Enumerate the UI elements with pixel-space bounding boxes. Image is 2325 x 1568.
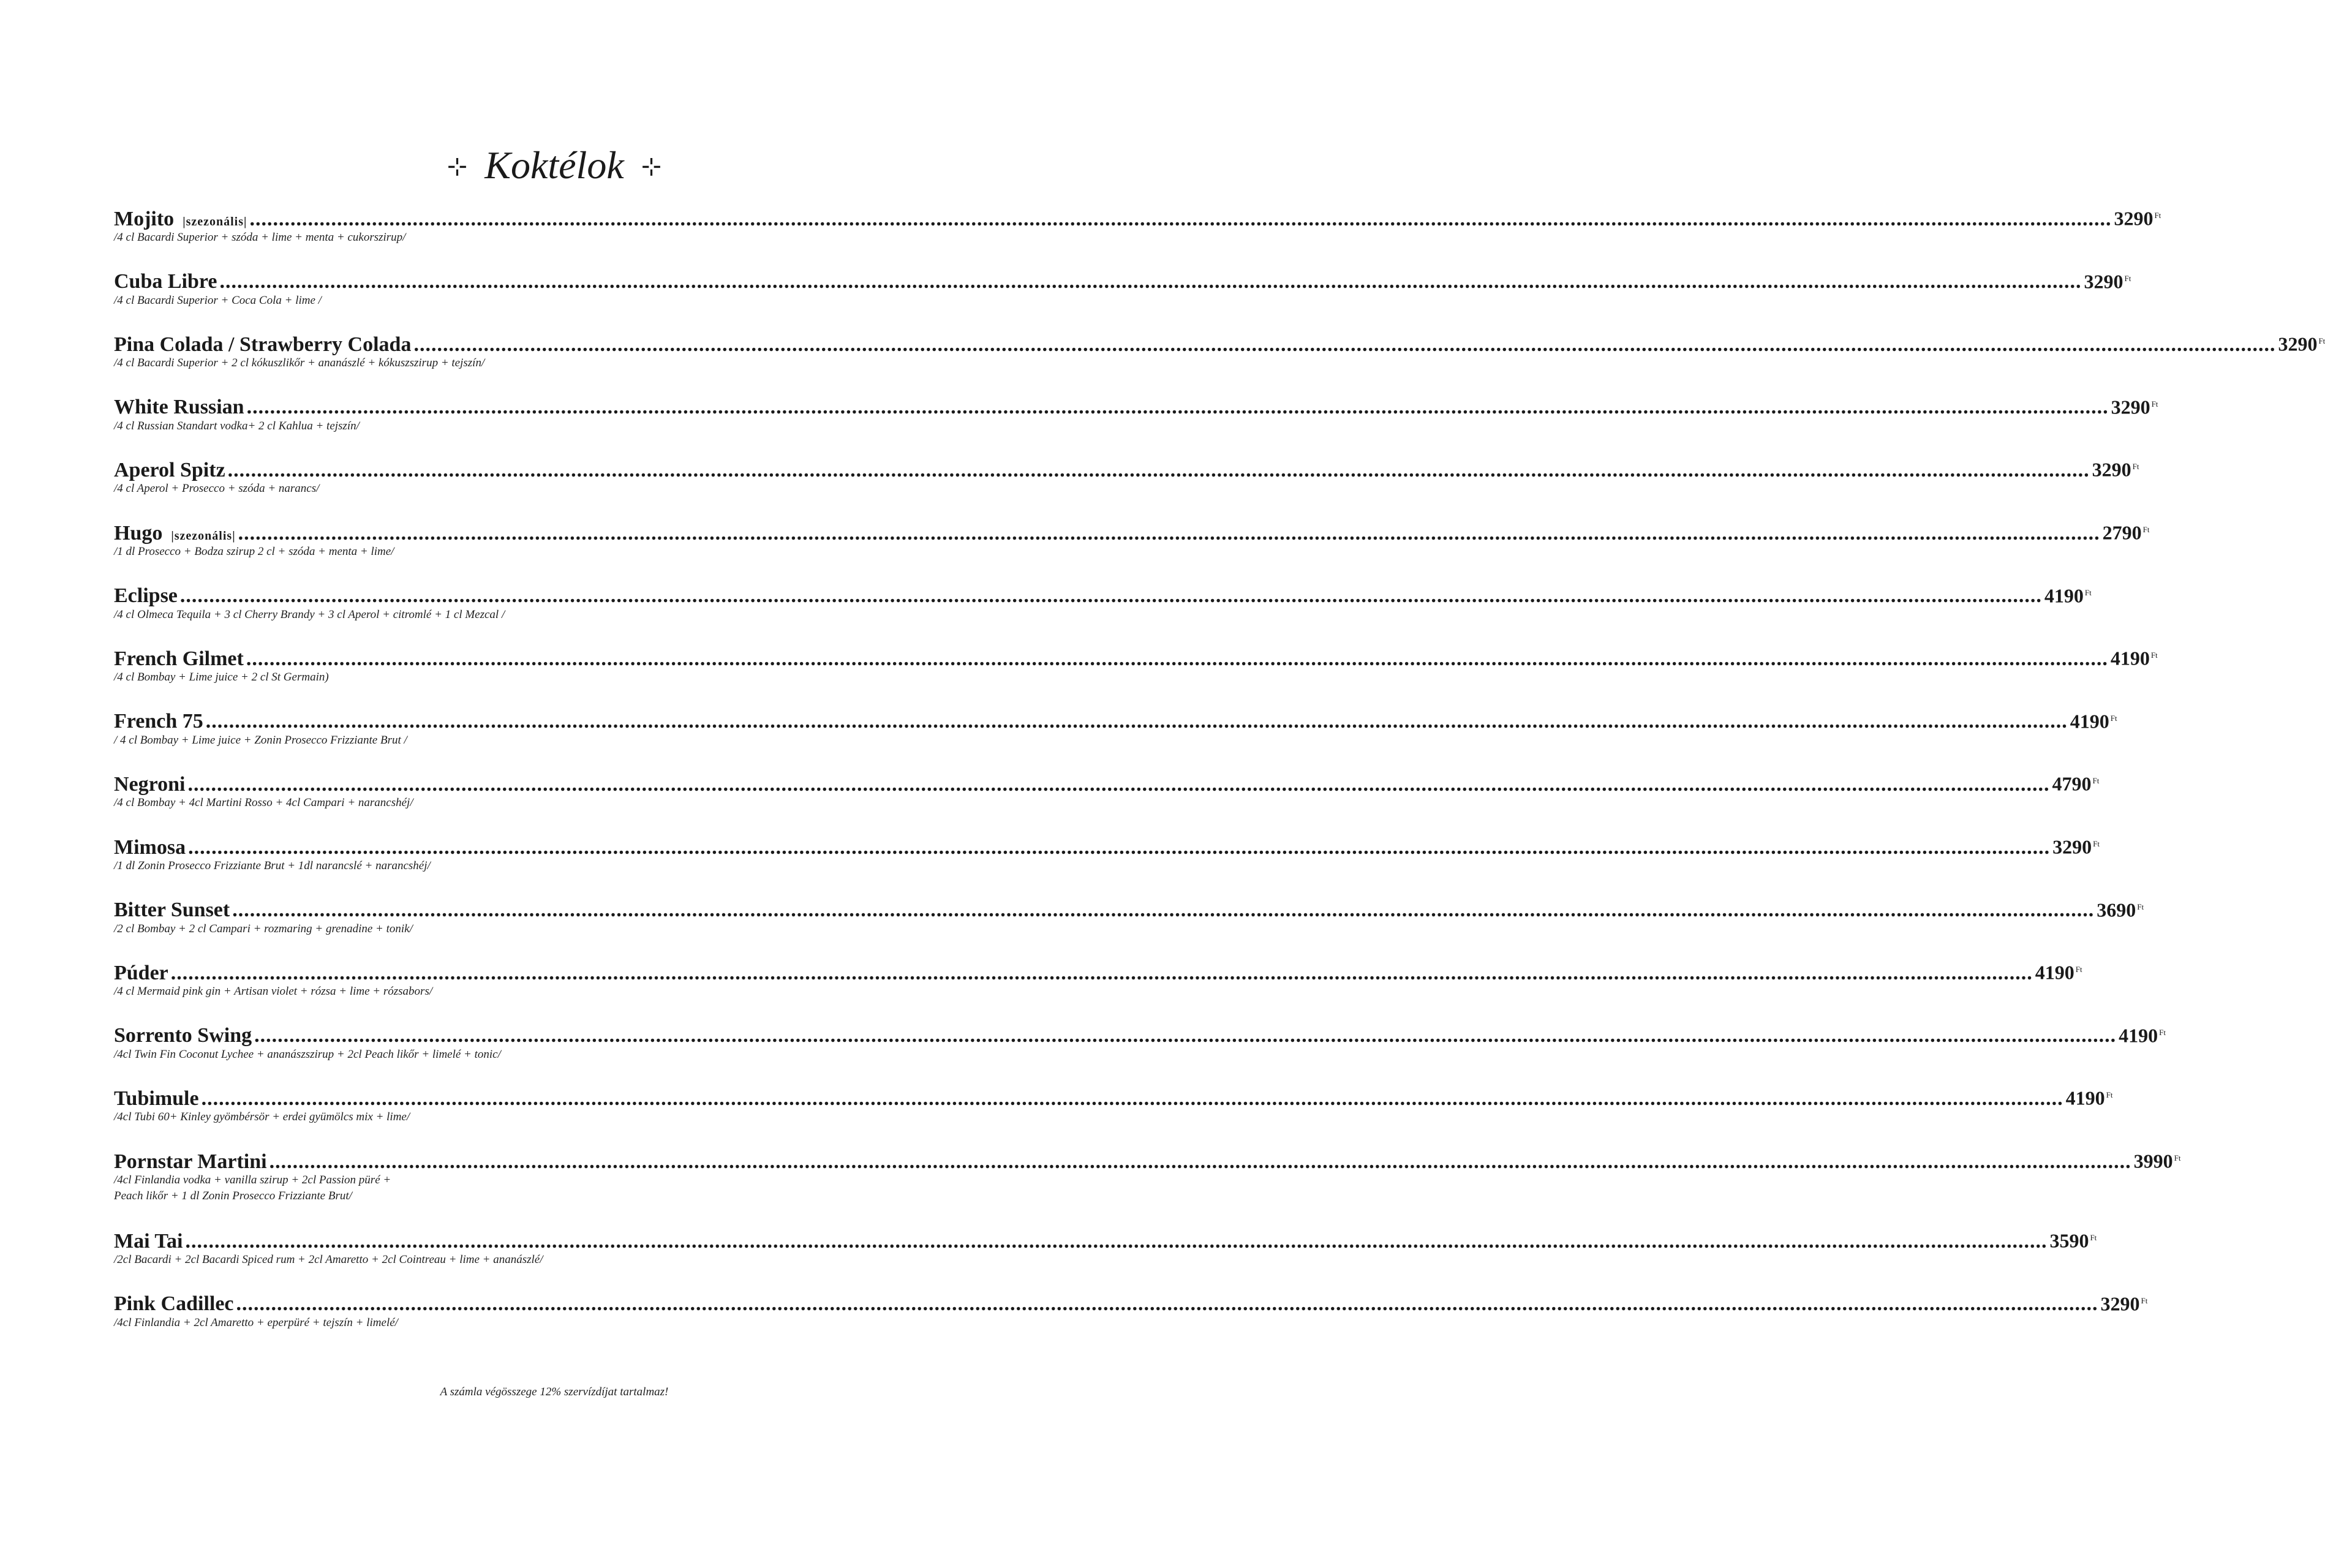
menu-item-ingredients: /4 cl Bacardi Superior + Coca Cola + lime / (114, 293, 322, 307)
menu-item-price (2035, 956, 2082, 986)
service-charge-note: A számla végösszege 12% szervízdíjat tartalmaz! (440, 1385, 669, 1398)
price-value: 4190 (2110, 647, 2150, 669)
menu-item-price (2114, 202, 2161, 232)
menu-item-row (114, 265, 2131, 293)
price-value: 4790 (2052, 773, 2092, 795)
menu-item-row (114, 202, 2161, 230)
menu-item-row (114, 516, 2150, 545)
menu-item (114, 1145, 2181, 1224)
currency-label: Ft (2110, 713, 2117, 723)
dot-leader: ................................................................................................................................................................................................................................................................................................................................ (238, 521, 2100, 545)
dot-leader: ................................................................................................................................................................................................................................................................................................................................ (219, 270, 2082, 293)
menu-item-name: Pornstar Martini (114, 1150, 267, 1173)
price-value: 3690 (2097, 899, 2136, 921)
menu-item-price (2111, 642, 2158, 672)
menu-item-price (2044, 579, 2092, 609)
dot-leader: ................................................................................................................................................................................................................................................................................................................................ (188, 835, 2051, 859)
dot-leader: ................................................................................................................................................................................................................................................................................................................................ (201, 1087, 2063, 1110)
menu-item (114, 767, 2100, 831)
menu-item-row (114, 956, 2082, 984)
menu-item-ingredients: /4cl Tubi 60+ Kinley gyömbérsör + erdei gyümölcs mix + lime/ (114, 1110, 410, 1124)
menu-item-ingredients: /4 cl Bacardi Superior + szóda + lime + menta + cukorszirup/ (114, 231, 406, 244)
currency-label: Ft (2141, 1295, 2148, 1305)
menu-item-row (114, 328, 2325, 356)
dot-leader: ................................................................................................................................................................................................................................................................................................................................ (179, 584, 2042, 608)
currency-label: Ft (2137, 902, 2144, 911)
menu-item-price (2278, 328, 2325, 358)
menu-item-name: Eclipse (114, 584, 178, 608)
menu-item (114, 1287, 2148, 1351)
currency-label: Ft (2090, 1232, 2097, 1242)
menu-item-name: Cuba Libre (114, 270, 217, 293)
menu-item-price (2101, 1287, 2148, 1317)
menu-item-name: Tubimule (114, 1087, 199, 1110)
menu-item-price (2119, 1019, 2166, 1049)
dot-leader: ................................................................................................................................................................................................................................................................................................................................ (246, 396, 2109, 419)
dot-leader: ................................................................................................................................................................................................................................................................................................................................ (205, 710, 2068, 733)
menu-item-row (114, 1287, 2148, 1316)
dot-leader: ................................................................................................................................................................................................................................................................................................................................ (249, 207, 2112, 230)
currency-label: Ft (2151, 399, 2158, 409)
menu-item (114, 391, 2158, 454)
price-value: 4190 (2070, 710, 2109, 733)
menu-item-ingredients: /1 dl Zonin Prosecco Frizziante Brut + 1dl narancslé + narancshéj/ (114, 859, 431, 872)
menu-item (114, 642, 2158, 705)
menu-item-price (2049, 1224, 2097, 1254)
menu-item-name: Negroni (114, 773, 186, 796)
menu-item-price (2103, 516, 2150, 546)
dot-leader: ................................................................................................................................................................................................................................................................................................................................ (232, 899, 2095, 922)
menu-item-row (114, 831, 2100, 859)
currency-label: Ft (2075, 965, 2082, 974)
price-value: 3290 (2278, 333, 2318, 355)
menu-item (114, 516, 2150, 579)
price-value: 2790 (2102, 521, 2142, 544)
dot-leader: ................................................................................................................................................................................................................................................................................................................................ (269, 1150, 2131, 1173)
ornament-left-icon: ⊹ (447, 153, 468, 181)
seasonal-tag: |szezonális| (171, 529, 236, 543)
menu-item-name: Mai Tai (114, 1229, 183, 1253)
currency-label: Ft (2318, 336, 2325, 346)
menu-item (114, 202, 2161, 265)
menu-item-ingredients: /4 cl Bombay + 4cl Martini Rosso + 4cl Campari + narancshéj/ (114, 796, 413, 810)
page-title-text: Koktélok (484, 143, 624, 187)
menu-item-ingredients: / 4 cl Bombay + Lime juice + Zonin Prosecco Frizziante Brut / (114, 733, 407, 747)
dot-leader: ................................................................................................................................................................................................................................................................................................................................ (187, 773, 2050, 796)
menu-item-ingredients: /4 cl Russian Standart vodka+ 2 cl Kahlua + tejszín/ (114, 419, 360, 432)
menu-item-ingredients: /4 cl Aperol + Prosecco + szóda + narancs/ (114, 482, 320, 496)
menu-item-ingredients: /4 cl Bombay + Lime juice + 2 cl St Germain) (114, 671, 329, 684)
price-value: 4190 (2035, 961, 2074, 984)
menu-item (114, 1224, 2097, 1287)
dot-leader: ................................................................................................................................................................................................................................................................................................................................ (413, 333, 2276, 356)
price-value: 3290 (2092, 459, 2131, 481)
menu-item-price (2070, 705, 2117, 735)
menu-item-price (2052, 767, 2099, 797)
menu-item (114, 579, 2092, 643)
menu-item (114, 265, 2131, 328)
menu-item (114, 328, 2325, 391)
seasonal-tag: |szezonális| (183, 214, 247, 228)
menu-item-price (2084, 265, 2131, 295)
ornament-right-icon: ⊹ (641, 153, 662, 181)
menu-item (114, 1019, 2166, 1082)
price-value: 3290 (2084, 270, 2123, 293)
price-value: 3990 (2133, 1150, 2173, 1172)
menu-item-row (114, 1224, 2097, 1253)
menu-item-ingredients: /4 cl Bacardi Superior + 2 cl kókuszlikőr + ananászlé + kókuszszirup + tejszín/ (114, 356, 485, 370)
menu-item-name: Bitter Sunset (114, 899, 230, 922)
menu-item-ingredients: /4cl Finlandia + 2cl Amaretto + eperpüré + tejszín + limelé/ (114, 1316, 398, 1329)
menu-item-row (114, 642, 2158, 670)
menu-item-row (114, 579, 2092, 608)
menu-item-row (114, 453, 2139, 482)
menu-item-ingredients: /1 dl Prosecco + Bodza szirup 2 cl + szóda + menta + lime/ (114, 545, 394, 558)
dot-leader: ................................................................................................................................................................................................................................................................................................................................ (254, 1024, 2117, 1047)
menu-item-row (114, 1082, 2113, 1110)
menu-item-ingredients: /4cl Twin Fin Coconut Lychee + ananászszirup + 2cl Peach likőr + limelé + tonic/ (114, 1047, 501, 1061)
menu-item-name: Mimosa (114, 835, 186, 859)
dot-leader: ................................................................................................................................................................................................................................................................................................................................ (227, 459, 2090, 482)
menu-item (114, 705, 2117, 768)
price-value: 4190 (2119, 1024, 2158, 1047)
menu-item-row (114, 705, 2117, 733)
price-value: 3290 (2111, 396, 2150, 418)
currency-label: Ft (2150, 650, 2158, 660)
dot-leader: ................................................................................................................................................................................................................................................................................................................................ (246, 647, 2108, 670)
currency-label: Ft (2106, 1090, 2113, 1100)
menu-item-price (2097, 894, 2144, 924)
menu-item-name: Aperol Spitz (114, 459, 225, 482)
menu-item-ingredients: /2 cl Bombay + 2 cl Campari + rozmaring + grenadine + tonik/ (114, 922, 413, 935)
menu-item-name: White Russian (114, 396, 244, 419)
menu-item-ingredients: /4 cl Mermaid pink gin + Artisan violet + rózsa + lime + rózsabors/ (114, 985, 433, 998)
menu-item-price (2111, 391, 2158, 421)
menu-item-row (114, 894, 2144, 922)
menu-item-ingredients: /2cl Bacardi + 2cl Bacardi Spiced rum + 2cl Amaretto + 2cl Cointreau + lime + ananászlé/ (114, 1253, 543, 1266)
currency-label: Ft (2154, 211, 2161, 220)
menu-item-price (2052, 831, 2100, 861)
menu-item-price (2134, 1145, 2181, 1175)
cocktail-menu (114, 202, 2325, 1350)
page-title (0, 141, 1109, 194)
currency-label: Ft (2132, 462, 2139, 472)
price-value: 4190 (2065, 1087, 2105, 1109)
dot-leader: ................................................................................................................................................................................................................................................................................................................................ (185, 1229, 2048, 1253)
price-value: 4190 (2044, 584, 2084, 607)
menu-item-price (2066, 1082, 2113, 1112)
menu-item-name: Sorrento Swing (114, 1024, 252, 1047)
menu-item-name: Hugo (114, 521, 163, 545)
currency-label: Ft (2092, 776, 2100, 786)
menu-item-row (114, 391, 2158, 419)
currency-label: Ft (2142, 524, 2150, 534)
currency-label: Ft (2093, 839, 2100, 848)
menu-item-row (114, 767, 2100, 796)
menu-item-ingredients: Peach likőr + 1 dl Zonin Prosecco Frizziante Brut/ (114, 1189, 352, 1202)
currency-label: Ft (2124, 273, 2131, 283)
menu-item (114, 894, 2144, 957)
menu-item (114, 453, 2139, 516)
menu-item-name: Púder (114, 961, 168, 984)
menu-item-row (114, 1019, 2166, 1047)
menu-item-price (2092, 453, 2139, 483)
currency-label: Ft (2084, 587, 2092, 597)
menu-item-name: French Gilmet (114, 647, 244, 670)
menu-item-name: French 75 (114, 710, 203, 733)
menu-item-name: Pina Colada / Strawberry Colada (114, 333, 412, 356)
currency-label: Ft (2159, 1027, 2166, 1037)
menu-item (114, 831, 2100, 894)
price-value: 3290 (2114, 207, 2154, 230)
menu-item (114, 956, 2082, 1019)
dot-leader: ................................................................................................................................................................................................................................................................................................................................ (170, 961, 2033, 984)
currency-label: Ft (2174, 1153, 2181, 1163)
dot-leader: ................................................................................................................................................................................................................................................................................................................................ (236, 1292, 2098, 1316)
price-value: 3590 (2049, 1229, 2089, 1252)
menu-item-name: Pink Cadillec (114, 1292, 234, 1316)
menu-item-name: Mojito (114, 207, 175, 230)
menu-item-ingredients: /4 cl Olmeca Tequila + 3 cl Cherry Brandy + 3 cl Aperol + citromlé + 1 cl Mezcal / (114, 608, 505, 621)
menu-item (114, 1082, 2113, 1145)
menu-item-row (114, 1145, 2181, 1173)
menu-item-ingredients: /4cl Finlandia vodka + vanilla szirup + 2cl Passion püré + (114, 1173, 391, 1186)
price-value: 3290 (2100, 1292, 2140, 1315)
price-value: 3290 (2052, 835, 2092, 858)
